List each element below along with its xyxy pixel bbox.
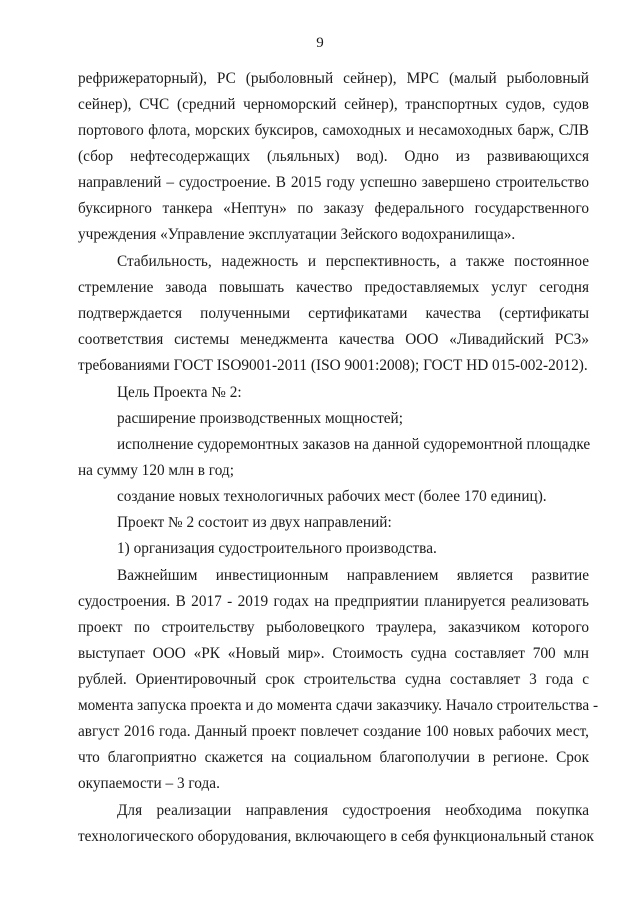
text-line: требованиями ГОСТ ISO9001-2011 (ISO 9001:2008); ГОСТ HD 015-002-2012). [78,357,588,374]
text-line: (сбор нефтесодержащих (льяльных) вод). Одно из развивающихся [78,148,589,165]
text-line: август 2016 года. Данный проект повлечет создание 100 новых рабочих мест, [78,723,589,740]
text-line: Для реализации направления судостроения необходима покупка [117,802,589,819]
text-line: технологического оборудования, включающего в себя функциональный станок [78,828,594,845]
text-line: создание новых технологичных рабочих мест (более 170 единиц). [117,488,547,505]
text-line: проект по строительству рыболовецкого траулера, заказчиком которого [78,619,589,636]
page-number: 9 [316,35,324,51]
text-line: судостроения. В 2017 - 2019 годах на предприятии планируется реализовать [78,593,589,610]
text-line: что благоприятно скажется на социальном благополучии в регионе. Срок [78,749,589,766]
text-line: направлений – судостроение. В 2015 году успешно завершено строительство [78,174,589,191]
text-line: момента запуска проекта и до момента сдачи заказчику. Начало строительства - [78,697,599,714]
text-line: рефрижераторный), РС (рыболовный сейнер), МРС (малый рыболовный [78,70,589,87]
text-line: расширение производственных мощностей; [117,410,403,427]
text-line: Стабильность, надежность и перспективность, а также постоянное [117,253,589,270]
text-line: стремление завода повышать качество предоставляемых услуг сегодня [78,279,589,296]
text-line: буксирного танкера «Нептун» по заказу федерального государственного [78,200,589,217]
text-line: соответствия системы менеджмента качества ООО «Ливадийский РСЗ» [78,331,589,348]
text-line: учреждения «Управление эксплуатации Зейского водохранилища». [78,226,516,243]
text-line: на сумму 120 млн в год; [78,462,234,479]
text-line: сейнер), СЧС (средний черноморский сейнер), транспортных судов, судов [78,96,589,113]
text-line: 1) организация судостроительного производства. [117,540,437,557]
text-line: исполнение судоремонтных заказов на данной судоремонтной площадке [117,436,591,453]
text-line: выступает ООО «РК «Новый мир». Стоимость судна составляет 700 млн [78,645,589,662]
text-line: окупаемости – 3 года. [78,775,220,792]
text-line: портового флота, морских буксиров, самоходных и несамоходных барж, СЛВ [78,122,589,139]
text-line: Важнейшим инвестиционным направлением является развитие [117,567,589,584]
text-line: подтверждается полученными сертификатами качества (сертификаты [78,305,589,322]
text-line: Проект № 2 состоит из двух направлений: [117,514,392,531]
text-line: Цель Проекта № 2: [117,384,242,401]
text-line: рублей. Ориентировочный срок строительства судна составляет 3 года с [78,671,589,688]
